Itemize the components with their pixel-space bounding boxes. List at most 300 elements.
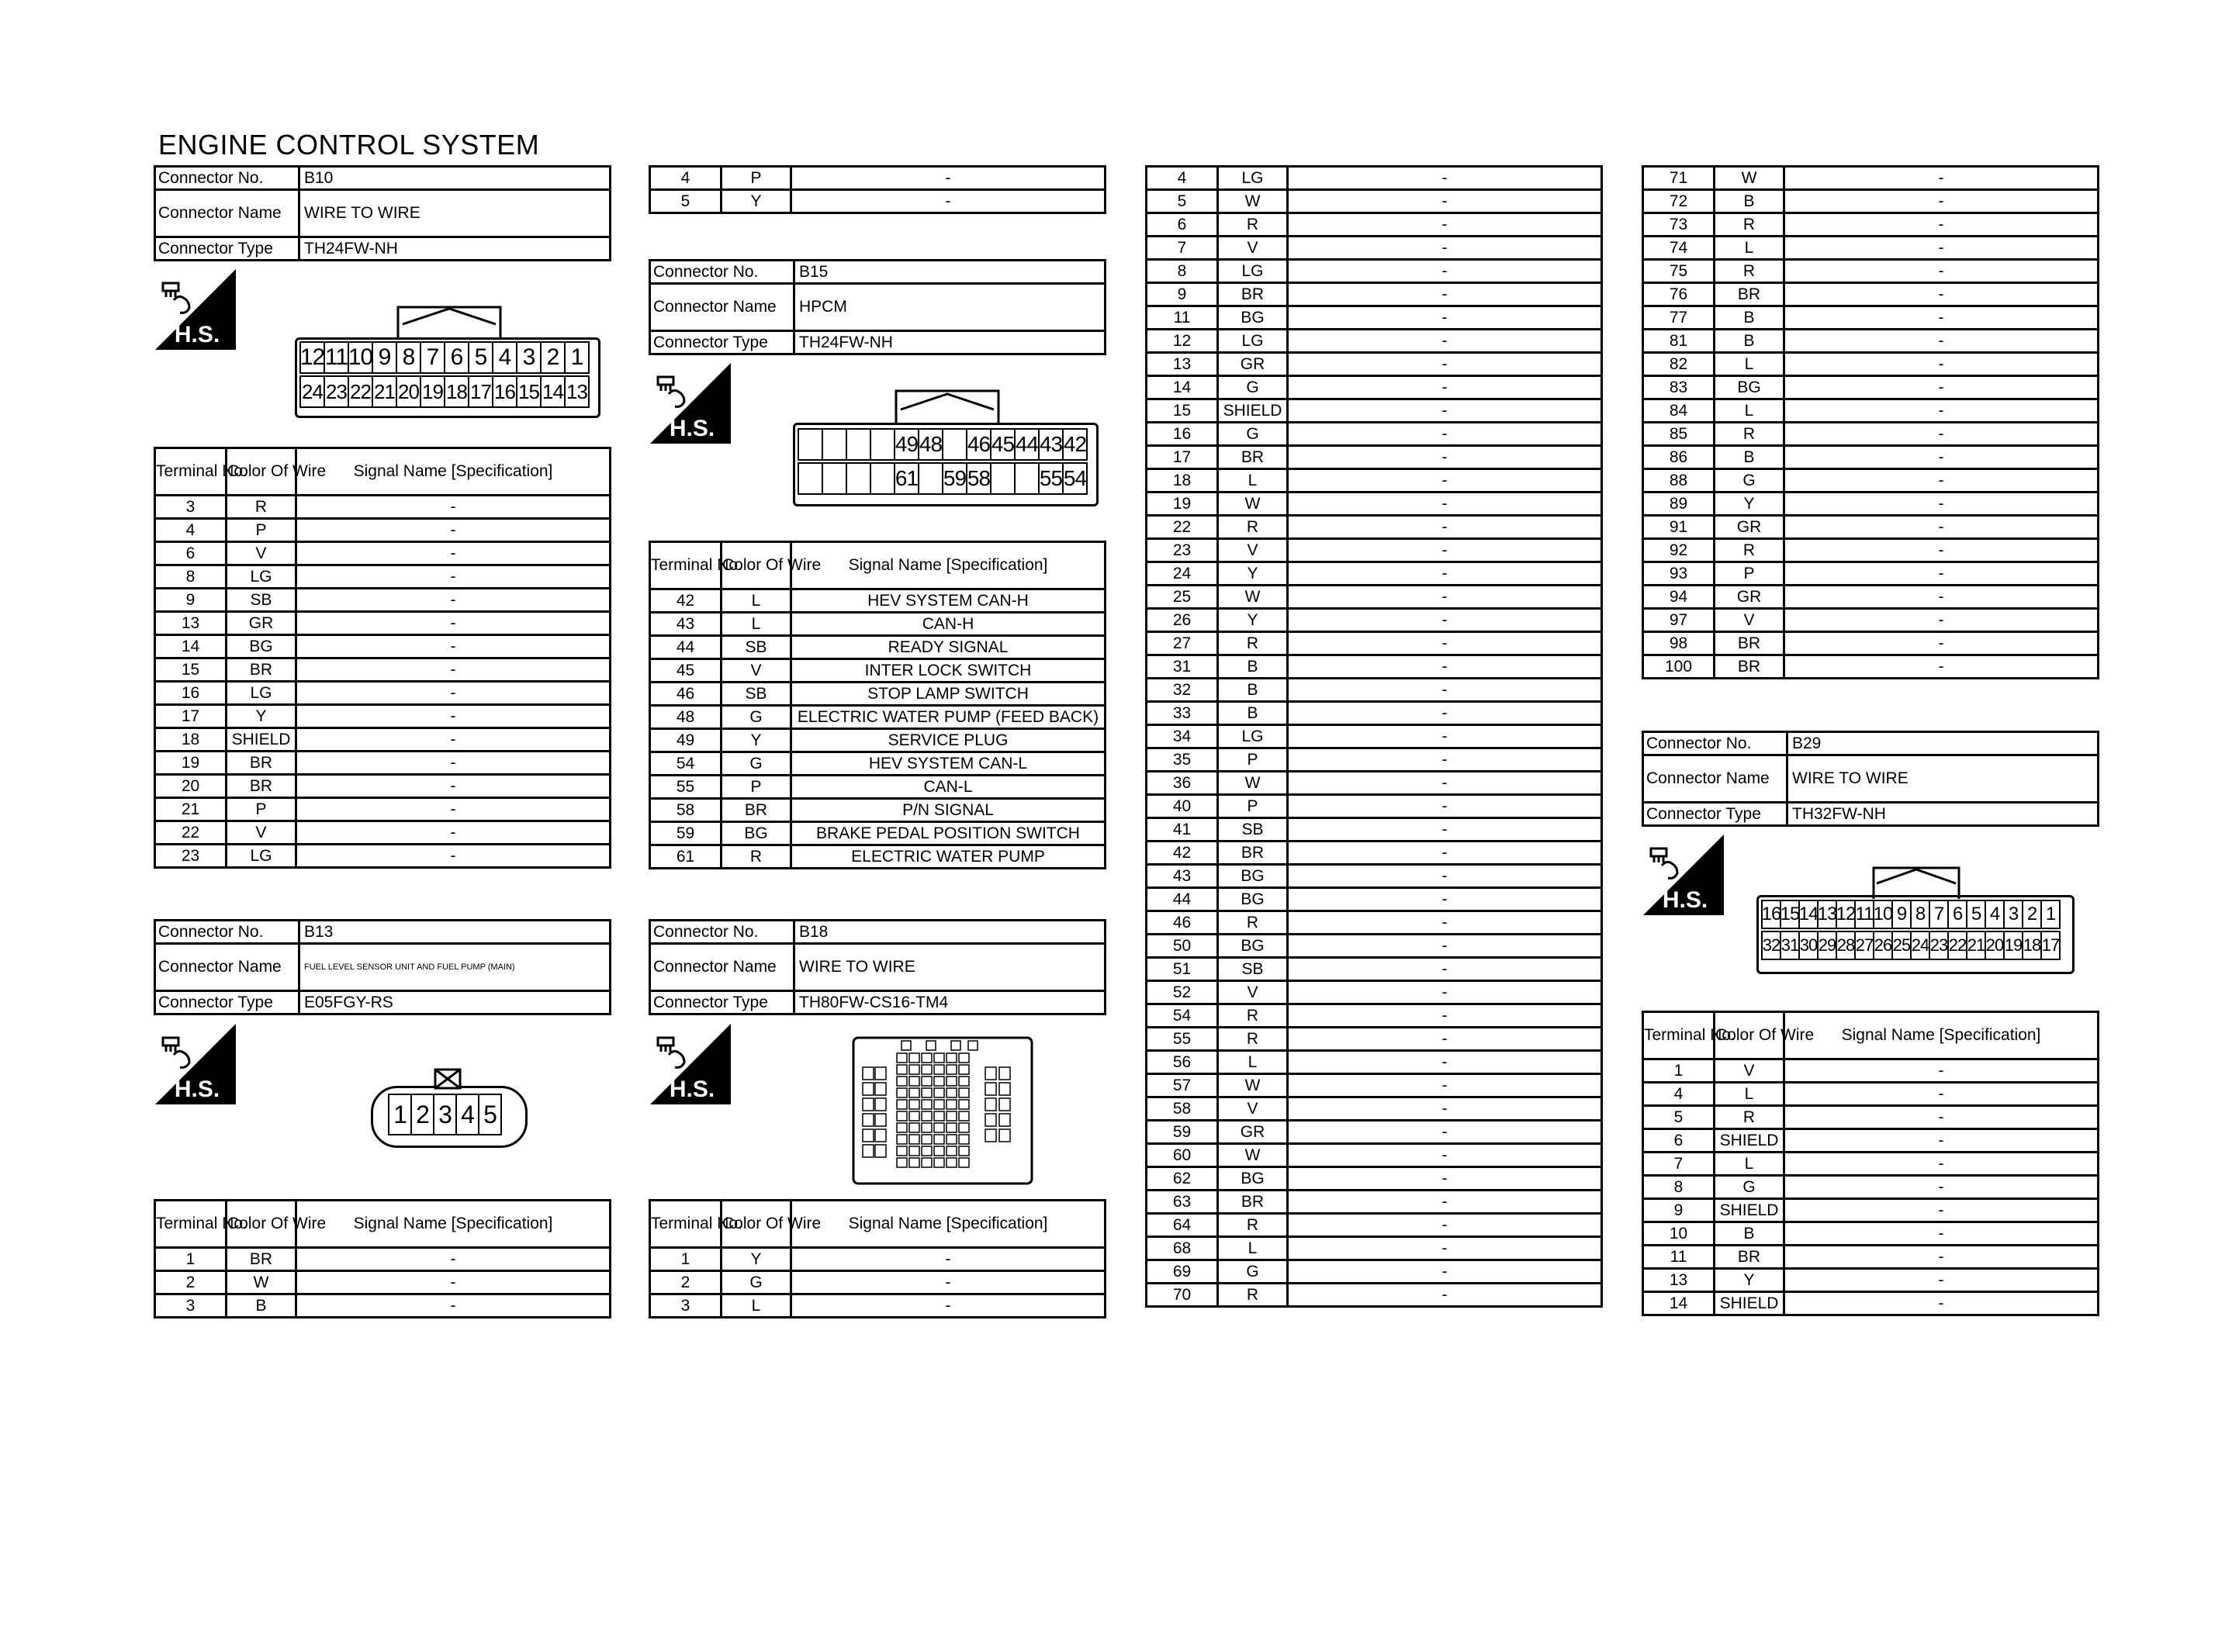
terminal-no-cell: 14	[155, 635, 227, 658]
wire-color-cell: V	[1218, 981, 1288, 1004]
terminal-no-cell: 12	[1147, 330, 1218, 353]
wire-color-cell: BR	[1218, 1191, 1288, 1214]
connector-pin: 23	[1929, 931, 1949, 960]
signal-name-cell: -	[1784, 423, 2099, 446]
terminal-no-cell: 62	[1147, 1167, 1218, 1191]
connector-pin: 3	[2003, 900, 2023, 929]
table-row	[155, 542, 611, 565]
connector-pin: 49	[894, 428, 919, 461]
signal-name-cell: -	[1288, 330, 1602, 353]
signal-name-header: Signal Name [Specification]	[296, 1201, 611, 1248]
wire-color-cell: Y	[722, 729, 791, 752]
terminal-no-cell: 94	[1643, 586, 1715, 609]
signal-name-cell: -	[1288, 725, 1602, 748]
table-row	[650, 706, 1106, 729]
wire-color-cell: R	[1715, 213, 1784, 237]
terminal-no-cell: 19	[1147, 492, 1218, 516]
signal-name-cell: -	[1288, 260, 1602, 283]
table-row	[155, 589, 611, 612]
terminal-no-header: Terminal No.	[650, 542, 722, 589]
table-row	[155, 821, 611, 845]
connector-pin: 58	[966, 462, 991, 495]
signal-name-cell: -	[1288, 679, 1602, 702]
connector-pin: 24	[299, 375, 325, 408]
wire-color-cell: BR	[1218, 283, 1288, 306]
terminal-no-cell: 48	[650, 706, 722, 729]
terminal-no-cell: 8	[1643, 1176, 1715, 1199]
terminal-no-cell: 32	[1147, 679, 1218, 702]
wire-color-cell: W	[1218, 1074, 1288, 1097]
terminal-no-cell: 27	[1147, 632, 1218, 655]
signal-name-cell: -	[1288, 516, 1602, 539]
connector-pin: 7	[420, 341, 445, 374]
wire-color-cell: LG	[1218, 330, 1288, 353]
wire-color-cell: R	[1218, 516, 1288, 539]
connector-no-value: B18	[794, 921, 1106, 944]
signal-name-cell: -	[296, 612, 611, 635]
terminal-no-header: Terminal No.	[650, 1201, 722, 1248]
terminal-no-cell: 22	[1147, 516, 1218, 539]
signal-name-cell: -	[1288, 888, 1602, 911]
signal-name-cell: -	[1288, 376, 1602, 399]
table-row	[1643, 1083, 2099, 1106]
wire-color-cell: P	[1218, 748, 1288, 772]
connector-pin: 17	[2040, 931, 2061, 960]
terminal-no-cell: 72	[1643, 190, 1715, 213]
b10-info	[154, 165, 611, 261]
connector-pin: 7	[1929, 900, 1949, 929]
wire-color-cell: SB	[227, 589, 296, 612]
table-row	[1643, 399, 2099, 423]
table-row	[1147, 446, 1602, 469]
terminal-no-cell: 14	[1147, 376, 1218, 399]
table-row	[155, 635, 611, 658]
table-row	[1643, 609, 2099, 632]
connector-pin: 28	[1836, 931, 1856, 960]
connector-pin: 10	[348, 341, 373, 374]
table-row	[1147, 306, 1602, 330]
connector-pin: 13	[1817, 900, 1837, 929]
signal-name-cell: -	[1288, 842, 1602, 865]
wire-color-cell: LG	[1218, 167, 1288, 190]
b13-pin-row	[388, 1094, 500, 1135]
connector-pin	[870, 428, 895, 461]
terminal-no-cell: 23	[155, 845, 227, 868]
terminal-no-cell: 34	[1147, 725, 1218, 748]
terminal-no-cell: 75	[1643, 260, 1715, 283]
connector-pin: 16	[1761, 900, 1781, 929]
signal-name-cell: -	[1784, 1153, 2099, 1176]
signal-name-header: Signal Name [Specification]	[1784, 1012, 2099, 1059]
signal-name-cell: -	[1288, 1121, 1602, 1144]
table-row	[1147, 190, 1602, 213]
wire-color-cell: R	[1218, 1284, 1288, 1307]
wire-color-cell: R	[1715, 260, 1784, 283]
wire-color-cell: SB	[722, 636, 791, 659]
table-row	[1147, 1121, 1602, 1144]
signal-name-cell: -	[1288, 748, 1602, 772]
signal-name-cell: -	[1288, 1214, 1602, 1237]
connector-name-label: Connector Name	[155, 190, 299, 237]
connector-no-label: Connector No.	[155, 167, 299, 190]
connector-pin: 30	[1798, 931, 1819, 960]
connector-pin: 26	[1873, 931, 1893, 960]
table-row	[1643, 539, 2099, 562]
table-row	[650, 729, 1106, 752]
wire-color-cell: R	[1218, 213, 1288, 237]
wire-color-cell: B	[1715, 306, 1784, 330]
signal-name-cell: -	[1784, 516, 2099, 539]
terminal-no-cell: 5	[1147, 190, 1218, 213]
wire-color-cell: G	[1218, 1260, 1288, 1284]
signal-name-cell: -	[1784, 1199, 2099, 1222]
table-row	[650, 776, 1106, 799]
signal-name-cell: P/N SIGNAL	[791, 799, 1106, 822]
terminal-no-cell: 91	[1643, 516, 1715, 539]
wire-color-cell: B	[1218, 655, 1288, 679]
b10-pin-row-bottom	[299, 375, 588, 408]
signal-name-cell: -	[1784, 1222, 2099, 1246]
wire-color-cell: BR	[227, 1248, 296, 1271]
signal-name-cell: INTER LOCK SWITCH	[791, 659, 1106, 683]
wire-color-cell: SHIELD	[1715, 1199, 1784, 1222]
signal-name-cell: -	[791, 1271, 1106, 1294]
terminal-no-cell: 88	[1643, 469, 1715, 492]
table-row	[650, 822, 1106, 845]
connector-pin: 6	[444, 341, 469, 374]
wire-color-cell: L	[1715, 353, 1784, 376]
terminal-no-cell: 69	[1147, 1260, 1218, 1284]
table-row	[1147, 842, 1602, 865]
table-row	[1147, 888, 1602, 911]
connector-pin: 1	[564, 341, 590, 374]
connector-pin: 31	[1780, 931, 1800, 960]
signal-name-cell: -	[1288, 190, 1602, 213]
table-row	[1643, 260, 2099, 283]
signal-name-cell: -	[1288, 492, 1602, 516]
signal-name-cell: -	[1288, 586, 1602, 609]
terminal-no-cell: 8	[155, 565, 227, 589]
table-row	[650, 752, 1106, 776]
signal-name-cell: -	[1784, 260, 2099, 283]
table-row	[155, 682, 611, 705]
signal-name-cell: -	[1784, 632, 2099, 655]
connector-pin: 21	[372, 375, 397, 408]
signal-name-cell: -	[296, 728, 611, 752]
terminal-no-cell: 89	[1643, 492, 1715, 516]
signal-name-cell: -	[296, 519, 611, 542]
wire-color-cell: BG	[1715, 376, 1784, 399]
terminal-no-cell: 55	[650, 776, 722, 799]
connector-name-label: Connector Name	[650, 944, 794, 991]
connector-latch-icon	[434, 1068, 462, 1090]
signal-name-header: Signal Name [Specification]	[791, 1201, 1106, 1248]
terminal-no-cell: 52	[1147, 981, 1218, 1004]
wire-color-cell: G	[722, 752, 791, 776]
wire-color-cell: SHIELD	[1715, 1292, 1784, 1315]
wire-color-cell: Y	[1218, 562, 1288, 586]
signal-name-cell: -	[1288, 306, 1602, 330]
connector-pin: 19	[2003, 931, 2023, 960]
table-row	[650, 589, 1106, 613]
signal-name-cell: -	[1784, 446, 2099, 469]
connector-type-value: TH24FW-NH	[794, 331, 1106, 354]
wire-color-cell: SB	[722, 683, 791, 706]
wire-color-cell: L	[722, 613, 791, 636]
table-row	[1147, 1191, 1602, 1214]
terminal-no-cell: 13	[1147, 353, 1218, 376]
connector-pin: 2	[540, 341, 566, 374]
wire-color-cell: LG	[1218, 725, 1288, 748]
wire-color-cell: V	[1218, 237, 1288, 260]
connector-pin: 23	[324, 375, 349, 408]
wire-color-cell: L	[1715, 399, 1784, 423]
signal-name-cell: -	[1784, 655, 2099, 679]
terminal-no-cell: 11	[1147, 306, 1218, 330]
terminal-no-cell: 92	[1643, 539, 1715, 562]
hs-label: H.S.	[669, 1077, 715, 1102]
connector-pin: 43	[1038, 428, 1064, 461]
table-row	[1147, 376, 1602, 399]
terminal-no-header: Terminal No.	[155, 1201, 227, 1248]
table-row	[1643, 306, 2099, 330]
signal-name-cell: SERVICE PLUG	[791, 729, 1106, 752]
table-row	[1643, 353, 2099, 376]
table-row	[650, 1248, 1106, 1271]
terminal-no-cell: 6	[155, 542, 227, 565]
connector-pin: 20	[396, 375, 421, 408]
terminal-no-cell: 44	[650, 636, 722, 659]
table-row	[650, 845, 1106, 869]
signal-name-cell: ELECTRIC WATER PUMP	[791, 845, 1106, 869]
signal-name-cell: -	[296, 565, 611, 589]
terminal-no-cell: 57	[1147, 1074, 1218, 1097]
terminal-no-cell: 11	[1643, 1246, 1715, 1269]
table-row	[1643, 655, 2099, 679]
table-row	[1643, 283, 2099, 306]
connector-pin	[822, 462, 847, 495]
b15-info	[649, 259, 1106, 355]
wire-color-cell: P	[1715, 562, 1784, 586]
connector-pin: 5	[478, 1094, 502, 1135]
terminal-no-cell: 49	[650, 729, 722, 752]
table-row	[155, 496, 611, 519]
terminal-no-cell: 35	[1147, 748, 1218, 772]
signal-name-cell: -	[1288, 1051, 1602, 1074]
connector-pin: 11	[324, 341, 349, 374]
connector-pin: 55	[1038, 462, 1064, 495]
connector-pin	[990, 462, 1016, 495]
wire-color-cell: R	[1218, 1028, 1288, 1051]
connector-pin: 45	[990, 428, 1016, 461]
hs-harness-side-icon	[154, 268, 237, 351]
wire-color-cell: W	[1218, 586, 1288, 609]
terminal-no-cell: 17	[1147, 446, 1218, 469]
terminal-no-cell: 100	[1643, 655, 1715, 679]
wire-color-cell: BR	[722, 799, 791, 822]
table-row	[155, 705, 611, 728]
table-row	[1643, 190, 2099, 213]
connector-pin: 1	[388, 1094, 412, 1135]
signal-name-cell: -	[1288, 981, 1602, 1004]
terminal-no-cell: 10	[1643, 1222, 1715, 1246]
signal-name-cell: -	[296, 542, 611, 565]
color-of-wire-header: Color Of Wire	[722, 1201, 791, 1248]
signal-name-cell: -	[1288, 167, 1602, 190]
wire-color-cell: BG	[1218, 888, 1288, 911]
signal-name-cell: -	[296, 798, 611, 821]
terminal-no-cell: 3	[650, 1294, 722, 1318]
wire-color-cell: BR	[1715, 283, 1784, 306]
wire-color-cell: BR	[1715, 655, 1784, 679]
signal-name-cell: -	[1784, 609, 2099, 632]
terminal-no-cell: 4	[1643, 1083, 1715, 1106]
signal-name-cell: -	[1784, 1246, 2099, 1269]
wire-color-cell: R	[1218, 632, 1288, 655]
signal-name-cell: CAN-H	[791, 613, 1106, 636]
terminal-no-cell: 46	[1147, 911, 1218, 935]
connector-pin: 42	[1062, 428, 1088, 461]
table-row	[1147, 539, 1602, 562]
connector-pin: 24	[1910, 931, 1930, 960]
connector-type-label: Connector Type	[650, 991, 794, 1014]
terminal-no-cell: 42	[1147, 842, 1218, 865]
signal-name-cell: -	[791, 190, 1106, 213]
terminal-no-cell: 63	[1147, 1191, 1218, 1214]
connector-pin	[798, 428, 823, 461]
wire-color-cell: SHIELD	[1218, 399, 1288, 423]
connector-name-label: Connector Name	[650, 284, 794, 331]
table-row	[1147, 469, 1602, 492]
terminal-no-header: Terminal No.	[1643, 1012, 1715, 1059]
terminal-no-cell: 25	[1147, 586, 1218, 609]
signal-name-cell: -	[1784, 376, 2099, 399]
table-row	[650, 1294, 1106, 1318]
terminal-no-cell: 4	[1147, 167, 1218, 190]
terminal-no-cell: 4	[650, 167, 722, 190]
table-row	[155, 658, 611, 682]
signal-name-cell: -	[1288, 1144, 1602, 1167]
connector-pin: 4	[492, 341, 517, 374]
b13-pin-table	[154, 1199, 611, 1318]
connector-pin	[798, 462, 823, 495]
wire-color-cell: LG	[227, 565, 296, 589]
signal-name-cell: -	[296, 775, 611, 798]
connector-pin	[1014, 462, 1040, 495]
terminal-no-cell: 13	[155, 612, 227, 635]
terminal-no-cell: 14	[1643, 1292, 1715, 1315]
connector-pin: 12	[1836, 900, 1856, 929]
table-row	[650, 167, 1106, 190]
signal-name-cell: -	[1784, 1176, 2099, 1199]
signal-name-cell: -	[296, 1248, 611, 1271]
connector-name-value: WIRE TO WIRE	[299, 190, 611, 237]
connector-pin	[846, 428, 871, 461]
connector-pin: 46	[966, 428, 991, 461]
wire-color-cell: R	[227, 496, 296, 519]
connector-pin: 14	[540, 375, 566, 408]
terminal-no-cell: 7	[1643, 1153, 1715, 1176]
connector-latch-icon	[297, 301, 598, 341]
wire-color-cell: GR	[227, 612, 296, 635]
signal-name-cell: -	[1288, 1260, 1602, 1284]
signal-name-header: Signal Name [Specification]	[791, 542, 1106, 589]
wire-color-cell: W	[1715, 167, 1784, 190]
signal-name-cell: -	[1784, 469, 2099, 492]
wire-color-cell: BR	[1715, 632, 1784, 655]
terminal-no-cell: 83	[1643, 376, 1715, 399]
connector-name-value: WIRE TO WIRE	[794, 944, 1106, 991]
color-of-wire-header: Color Of Wire	[1715, 1012, 1784, 1059]
table-row	[1643, 1199, 2099, 1222]
table-row	[1147, 260, 1602, 283]
wire-color-cell: V	[1218, 539, 1288, 562]
wire-color-cell: LG	[227, 682, 296, 705]
connector-pin: 9	[372, 341, 397, 374]
table-row	[1147, 1074, 1602, 1097]
signal-name-cell: -	[1288, 1028, 1602, 1051]
connector-pin: 5	[468, 341, 493, 374]
wire-color-cell: L	[1218, 1051, 1288, 1074]
table-row	[1147, 702, 1602, 725]
terminal-no-cell: 74	[1643, 237, 1715, 260]
wire-color-cell: R	[1218, 1214, 1288, 1237]
connector-pin	[846, 462, 871, 495]
connector-pin: 9	[1891, 900, 1912, 929]
signal-name-cell: -	[1784, 330, 2099, 353]
signal-name-cell: -	[296, 682, 611, 705]
signal-name-cell: -	[1288, 958, 1602, 981]
signal-name-cell: -	[296, 658, 611, 682]
table-row	[1643, 1269, 2099, 1292]
wire-color-cell: L	[1218, 1237, 1288, 1260]
wire-color-cell: V	[1715, 609, 1784, 632]
b18-connector-face-diagram	[852, 1036, 1033, 1185]
connector-type-value: TH80FW-CS16-TM4	[794, 991, 1106, 1014]
table-row	[1147, 1214, 1602, 1237]
signal-name-cell: -	[296, 705, 611, 728]
terminal-no-cell: 2	[650, 1271, 722, 1294]
connector-type-label: Connector Type	[155, 991, 299, 1014]
signal-name-cell: -	[1288, 632, 1602, 655]
terminal-no-cell: 70	[1147, 1284, 1218, 1307]
connector-pin: 32	[1761, 931, 1781, 960]
signal-name-cell: -	[1288, 1237, 1602, 1260]
signal-name-cell: -	[1288, 1074, 1602, 1097]
wire-color-cell: Y	[1715, 492, 1784, 516]
hs-harness-side-icon	[649, 1022, 732, 1106]
terminal-no-cell: 45	[650, 659, 722, 683]
connector-pin: 44	[1014, 428, 1040, 461]
connector-name-value: HPCM	[794, 284, 1106, 331]
wire-color-cell: BG	[1218, 865, 1288, 888]
signal-name-cell: -	[1784, 399, 2099, 423]
signal-name-cell: -	[1288, 795, 1602, 818]
wire-color-cell: BR	[227, 752, 296, 775]
signal-name-cell: -	[1288, 562, 1602, 586]
signal-name-cell: -	[1288, 1004, 1602, 1028]
terminal-no-cell: 21	[155, 798, 227, 821]
table-row	[155, 775, 611, 798]
table-row	[1147, 1051, 1602, 1074]
terminal-no-cell: 54	[1147, 1004, 1218, 1028]
terminal-no-cell: 43	[1147, 865, 1218, 888]
signal-name-cell: -	[1784, 353, 2099, 376]
hs-label: H.S.	[1662, 887, 1708, 913]
table-row	[650, 1271, 1106, 1294]
b15-pin-table	[649, 541, 1106, 869]
table-row	[1147, 1167, 1602, 1191]
